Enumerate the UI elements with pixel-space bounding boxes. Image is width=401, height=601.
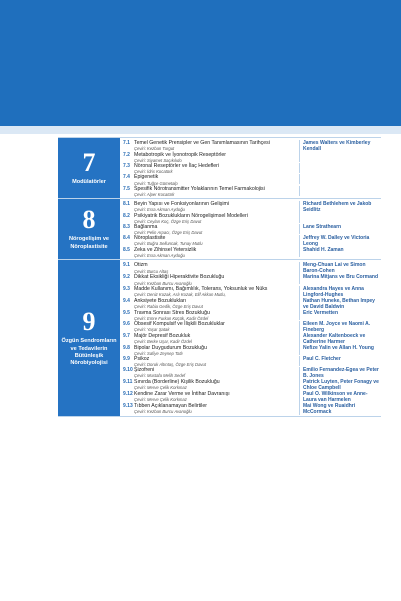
chapter-authors: Jeffrey W. Dalley ve Victoria Leong (299, 235, 381, 247)
chapter-entry (120, 174, 381, 185)
chapter-title: Temel Genetik Prensipler ve Gen Tanımlamasının Tarihçesi (134, 140, 270, 146)
chapter-authors: Lane Strathearn (299, 224, 381, 234)
chapter-body (134, 391, 299, 402)
chapter-title: Otizm (134, 262, 148, 269)
chapter-translator: Çeviri: Safiye Zeynep Tatlı (134, 351, 183, 357)
section-entries (120, 138, 381, 198)
chapter-entry (120, 186, 381, 197)
chapter-body (134, 174, 299, 185)
chapter-entry (120, 379, 381, 391)
section-number: 9 (82, 307, 96, 337)
chapter-number: 8.5 (123, 247, 130, 254)
chapter-authors: Eileen M. Joyce ve Naomi A. Fineberg (299, 321, 381, 333)
chapter-authors: Patrick Luyten, Peter Fonagy ve Chloe Campbell (299, 379, 381, 391)
chapter-authors: Alexander Kaltenboeck ve Catherine Harmer (299, 333, 381, 345)
chapter-number: 8.1 (123, 200, 130, 207)
chapter-number: 7.1 (123, 140, 130, 146)
chapter-number: 9.12 (123, 391, 133, 398)
section-title: Özgün Sendromların ve Tedavilerin Bütünleşik Nörobiyolojisi (61, 338, 117, 367)
chapter-title: Madde Kullanımı, Bağımlılık, Tolerans, Yoksunluk ve Nüks (134, 285, 268, 292)
chapter-body (134, 345, 299, 356)
chapter-body (134, 367, 299, 378)
chapter-entry (120, 391, 381, 403)
chapter-translator: Çeviri: Siyamet Saçıkılıdo (134, 158, 182, 164)
chapter-title: Beyin Yapısı ve Fonksiyonlarının Gelişimi (134, 200, 229, 207)
chapter-body (134, 140, 299, 151)
chapter-title: Spesifik Nörotransmitter Yolaklarının Temel Farmakolojisi (134, 185, 265, 192)
chapter-authors: Paul O. Wilkinson ve Anne-Laura van Harmelen (299, 391, 381, 403)
chapter-translator: Çeviri: Doruk Altıntaş, Özge Eriş Davut (134, 362, 206, 368)
chapter-authors: Richard Bethlehem ve Jakob Seidlitz (299, 201, 381, 213)
chapter-body (134, 224, 299, 235)
chapter-authors (299, 186, 381, 196)
chapter-number: 7.5 (123, 185, 130, 192)
chapter-body (134, 262, 299, 273)
chapter-authors: James Walters ve Kimberley Kendall (299, 140, 381, 152)
chapter-entry (120, 274, 381, 285)
chapter-authors (299, 163, 381, 173)
chapter-body (134, 201, 299, 212)
chapter-authors (299, 213, 381, 223)
chapter-translator: Çeviri: Kezban Burcu Avanoğlu (134, 280, 192, 286)
chapter-body (134, 274, 299, 285)
chapter-translator: Çeviri: Pelin Arpacı, Özge Eriş Davut (134, 230, 203, 236)
chapter-entry (120, 152, 381, 163)
chapter-entry (120, 333, 381, 345)
chapter-body (134, 356, 299, 367)
chapter-authors: Meng-Chuan Lai ve Simon Baron-Cohen (299, 262, 381, 274)
chapter-title: Bipolar Duygudurum Bozukluğu (134, 344, 207, 351)
chapter-entry (120, 247, 381, 258)
chapter-translator: Çeviri: Merve Çelik Korkmaz (134, 385, 187, 391)
section-entries (120, 199, 381, 260)
chapter-number: 9.11 (123, 379, 133, 386)
chapter-translator: Çeviri: Esra Akman Aydoğu (134, 253, 185, 259)
chapter-number: 8.2 (123, 212, 130, 219)
chapter-entry (120, 345, 381, 356)
section-9 (58, 260, 381, 417)
chapter-entry (120, 201, 381, 213)
chapter-translator: Çeviri: Kezban Burcu Avanoğlu (134, 409, 192, 415)
chapter-entry (120, 367, 381, 379)
chapter-authors: Shahid H. Zaman (299, 247, 381, 257)
chapter-translator: Çeviri: Ceylan Koç, Özge Eriş Davut (134, 219, 202, 225)
chapter-translator: Çeviri: Berke Uşar, Kadir Özdel (134, 339, 192, 345)
chapter-entry (120, 163, 381, 174)
section-panel (58, 138, 120, 198)
chapter-translator: Çeviri: Deniz Kozak, Aslı Kozak, Elif Akkan Mutlu, (134, 291, 226, 297)
chapter-entry (120, 356, 381, 367)
chapter-title: Metabotropik ve İyonotropik Reseptörler (134, 152, 226, 158)
chapter-entry (120, 321, 381, 333)
chapter-body (134, 247, 299, 258)
chapter-number: 9.10 (123, 367, 133, 374)
chapter-authors: Mai Wong ve Ruaidhri McCormack (299, 403, 381, 415)
chapter-translator: Çeviri: Rabia Gedik, Özge Eriş Davut (134, 303, 203, 309)
chapter-authors: Paul C. Fletcher (299, 356, 381, 366)
header-banner (0, 0, 401, 126)
chapter-title: Majör Depresif Bozukluk (134, 332, 191, 339)
chapter-title: Zeka ve Zihinsel Yetersizlik (134, 247, 197, 254)
chapter-body (134, 213, 299, 224)
chapter-translator: Çeviri: Merve Çelik Korkmaz (134, 397, 187, 403)
chapter-number: 9.1 (123, 262, 130, 269)
chapter-number: 7.3 (123, 163, 130, 170)
chapter-entry (120, 286, 381, 298)
chapter-body (134, 379, 299, 390)
chapter-title: Obsesif Kompulsif ve İlişkili Bozukluklar (134, 320, 225, 327)
chapter-number: 8.3 (123, 224, 130, 231)
chapter-translator: Çeviri: Burcu Altaş (134, 268, 169, 274)
chapter-entry (120, 235, 381, 247)
chapter-entry (120, 310, 381, 321)
section-entries (120, 260, 381, 416)
chapter-translator: Çeviri: Alper Kocatürk (134, 191, 175, 197)
chapter-number: 8.4 (123, 235, 130, 242)
chapter-authors: Nefize Yalin ve Allan H. Young (299, 345, 381, 355)
chapter-title: Psikiyatrik Bozuklukların Nörogelişimsel Modelleri (134, 212, 248, 219)
chapter-title: Kendine Zarar Verme ve İntihar Davranışı (134, 391, 230, 398)
chapter-number: 9.9 (123, 356, 130, 363)
chapter-body (134, 163, 299, 174)
chapter-title: Tıbben Açıklanamayan Belirtiler (134, 403, 207, 410)
chapter-body (134, 298, 299, 309)
chapter-translator: Çeviri: İdris Kocatürk (134, 169, 173, 175)
chapter-body (134, 333, 299, 344)
table-of-contents (58, 137, 381, 417)
chapter-translator: Çeviri: Buğra Selluncak, Tunay Mutlu (134, 241, 203, 247)
chapter-translator: Çeviri: Kezban Turgut (134, 146, 175, 152)
section-panel (58, 260, 120, 416)
chapter-number: 9.13 (123, 403, 133, 410)
chapter-translator: Çeviri: Emre Furkan Küçük, Kadir Özdel (134, 315, 209, 321)
chapter-number: 9.6 (123, 320, 130, 327)
chapter-authors (299, 152, 381, 162)
chapter-number: 7.4 (123, 174, 130, 181)
chapter-title: Dikkat Eksikliği Hiperaktivite Bozukluğu (134, 274, 225, 281)
chapter-authors: Marina Mitjans ve Bru Cormand (299, 274, 381, 284)
chapter-body (134, 186, 299, 197)
chapter-number: 9.4 (123, 297, 130, 304)
section-title: Nörogelişim ve Nöroplastisite (68, 236, 110, 250)
chapter-number: 9.8 (123, 344, 130, 351)
section-panel (58, 199, 120, 260)
chapter-number: 9.3 (123, 285, 130, 292)
section-number: 8 (82, 205, 96, 235)
chapter-translator: Çeviri: Esra Akman Aydoğu (134, 207, 185, 213)
chapter-number: 9.2 (123, 274, 130, 281)
chapter-title: Travma Sonrası Stres Bozukluğu (134, 309, 210, 316)
section-number: 7 (82, 147, 96, 177)
chapter-number: 9.5 (123, 309, 130, 316)
chapter-authors: Eric Vermetten (299, 310, 381, 320)
chapter-authors: Alexandra Hayes ve Anna Lingford-Hughes (299, 286, 381, 298)
chapter-authors: Nathan Huneke, Bethan Impey ve David Baldwin (299, 298, 381, 310)
chapter-body (134, 321, 299, 332)
chapter-entry (120, 298, 381, 310)
chapter-entry (120, 262, 381, 274)
chapter-title: Sınırda (Borderline) Kişilik Bozukluğu (134, 379, 220, 386)
chapter-title: Bağlanma (134, 224, 158, 231)
chapter-number: 9.7 (123, 332, 130, 339)
chapter-body (134, 286, 299, 297)
chapter-title: Nöronal Reseptörler ve İlaç Hedefleri (134, 163, 220, 170)
chapter-title: Psikoz (134, 356, 150, 363)
chapter-entry (120, 403, 381, 415)
section-title: Modülatörler (72, 178, 106, 185)
chapter-body (134, 403, 299, 414)
chapter-translator: Çeviri: Tuğçe Gümetalp (134, 180, 178, 186)
chapter-title: Nöroplastisite (134, 235, 166, 242)
chapter-translator: Çeviri: Mustafa Melih Sedef (134, 373, 186, 379)
banner-shadow (0, 126, 401, 134)
chapter-authors (299, 174, 381, 184)
chapter-entry (120, 140, 381, 152)
chapter-title: Şizofreni (134, 367, 155, 374)
chapter-title: Epigenetik (134, 174, 159, 181)
chapter-entry (120, 213, 381, 224)
chapter-title: Anksiyete Bozuklukları (134, 297, 187, 304)
chapter-body (134, 152, 299, 163)
chapter-translator: Çeviri: Yaşar Şatak (134, 327, 170, 333)
chapter-number: 7.2 (123, 152, 130, 158)
chapter-body (134, 235, 299, 246)
chapter-body (134, 310, 299, 321)
section-7 (58, 137, 381, 199)
section-8 (58, 199, 381, 261)
chapter-entry (120, 224, 381, 235)
chapter-authors: Emilio Fernandez-Egea ve Peter B. Jones (299, 367, 381, 379)
